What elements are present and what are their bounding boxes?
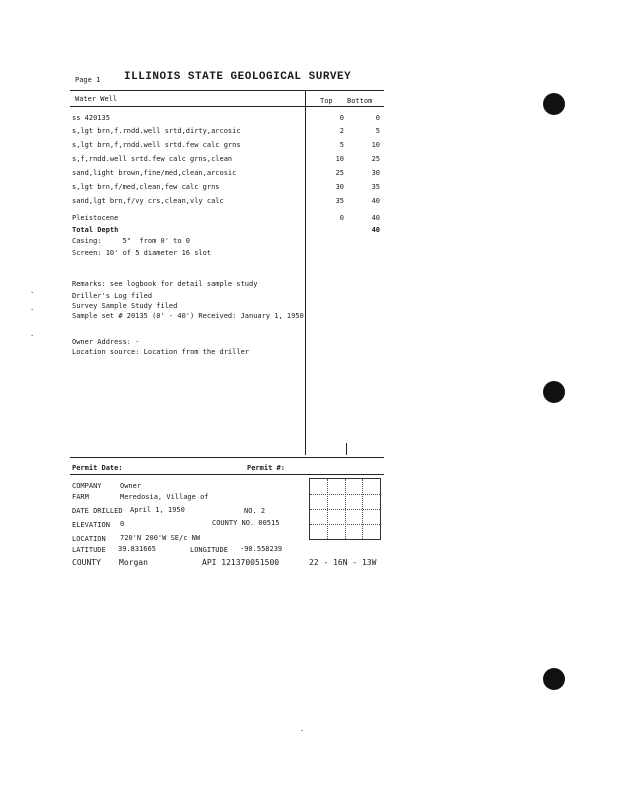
table-row: ss 420135 0 0 [72,114,380,122]
farm-value: Meredosia, Village of [120,493,209,501]
location-value: 720'N 200'W SE/c NW [120,534,201,542]
county-label: COUNTY [72,558,101,567]
location-label: LOCATION [72,535,106,543]
page-title: ILLINOIS STATE GEOLOGICAL SURVEY [124,71,352,83]
table-row: s,lgt brn,f,rndd.well srtd.few calc grns 5 10 [72,141,380,149]
elevation-value: 0 [120,520,125,528]
pleistocene-row: Pleistocene 0 40 [72,214,380,222]
company-label: COMPANY [72,482,102,490]
well-number: NO. 2 [244,507,266,515]
punch-hole-middle [543,381,565,403]
punch-hole-top [543,93,565,115]
township-range: 22 - 16N - 13W [309,558,377,567]
total-depth-row: Total Depth 40 [72,226,380,234]
sample-study-line: Survey Sample Study filed [72,302,178,310]
api-number: API 121370051500 [202,558,280,567]
date-drilled-value: April 1, 1950 [130,506,185,514]
table-row: s,lgt brn,f/med,clean,few calc grns 30 35 [72,183,380,191]
owner-address: Owner Address: - [72,338,140,346]
farm-label: FARM [72,493,89,501]
header-underline [70,106,384,107]
section-grid [309,478,381,540]
permit-date-label: Permit Date: [72,464,123,472]
company-value: Owner [120,482,142,490]
longitude-value: -90.558239 [240,545,283,553]
county-number: COUNTY NO. 00515 [212,519,280,527]
longitude-label: LONGITUDE [190,546,228,554]
table-row: s,f,rndd.well srtd.few calc grns,clean 10 25 [72,155,380,163]
sample-set-line: Sample set # 20135 (0' - 40') Received: January 1, 1950 [72,312,304,320]
permit-number-label: Permit #: [247,464,285,472]
page-speck: . [300,725,305,733]
drillers-log-line: Driller's Log filed [72,292,153,300]
table-row: sand,light brown,fine/med,clean,arcosic 25 30 [72,169,380,177]
permit-rule-top [70,457,384,458]
table-row: sand,lgt brn,f/vy crs,clean,vly calc 35 40 [72,197,380,205]
margin-mark: . [30,287,35,295]
margin-mark: . [30,330,35,338]
column-header-top: Top [320,97,333,105]
column-header-bottom: Bottom [347,97,373,105]
location-source: Location source: Location from the driller [72,348,250,356]
remarks-line: Remarks: see logbook for detail sample study [72,280,258,288]
casing-line: Casing: 5" from 0' to 0 [72,237,191,245]
screen-line: Screen: 10' of 5 diameter 16 slot [72,249,212,257]
column-header-description: Water Well [75,95,118,103]
tick-mark [346,443,347,455]
margin-mark: . [30,304,35,312]
punch-hole-bottom [543,668,565,690]
latitude-label: LATITUDE [72,546,106,554]
permit-rule-bottom [70,474,384,475]
latitude-value: 39.831665 [118,545,156,553]
county-value: Morgan [119,558,148,567]
page-label: Page 1 [75,76,101,84]
header-rule [70,90,384,91]
date-drilled-label: DATE DRILLED [72,507,123,515]
table-row: s,lgt brn,f.rndd.well srtd,dirty,arcosic 2 5 [72,127,380,135]
page-number: 1 [96,76,101,84]
elevation-label: ELEVATION [72,521,110,529]
